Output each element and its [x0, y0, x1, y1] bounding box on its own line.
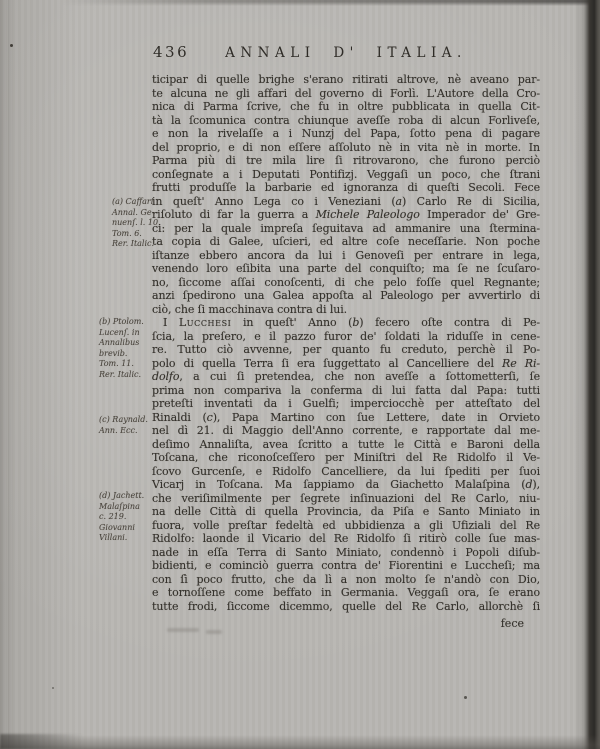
margin-note-line: Annal. Ge- — [112, 207, 155, 217]
text-line — [152, 330, 540, 344]
text-segment: Toſcana, che riconoſceſſero per Miniſtri del Re Ridolfo il Ve- — [152, 451, 540, 464]
text-segment: ci: per la quale impreſa ſeguitava ad ammanire una ſtermina- — [152, 221, 540, 235]
text-segment: Ridolfo: laonde il Vicario del Re Ridolfo ſi ritirò colle ſue mas- — [152, 532, 540, 545]
text-segment: d — [525, 478, 533, 491]
margin-note-line: Giovanni — [99, 522, 135, 532]
text-line — [152, 438, 540, 452]
text-segment: in queſt' Anno ( — [231, 316, 353, 329]
text-line — [152, 465, 540, 479]
text-segment: ), — [532, 478, 540, 491]
text-segment: ta copia di Galee, uſcieri, ed altre coſe neceſſarie. Non poche — [152, 235, 540, 248]
text-segment: con ſì poco frutto, che da lì a non molto ſe n'andò con Dio, — [152, 572, 540, 586]
text-segment: conſegnate a i Deputati Pontifizj. Veggaſi un poco, che ſtrani — [152, 167, 540, 181]
text-line — [152, 573, 540, 587]
text-segment: re. Tutto ciò avvenne, per quanto fu creduto, perchè il Po- — [152, 343, 540, 356]
text-line — [152, 559, 540, 573]
text-segment: ) Carlo Re di Sicilia, — [402, 194, 540, 208]
margin-note-line: Tom. 11. — [99, 359, 134, 369]
text-line — [152, 478, 540, 492]
text-line — [152, 451, 540, 465]
text-segment: fuora, volle preſtar fedeltà ed ubbidienza a gli Ufiziali del Re — [152, 518, 540, 532]
margin-note-line: c. 219. — [99, 512, 127, 522]
text-segment: I — [163, 316, 179, 329]
text-segment: ſcia, la preſero, e il pazzo furor de' ſoldati la riduſſe in cene- — [152, 329, 540, 343]
text-segment: del proprio, e di non eſſere aſſoluto nè in vita nè in morte. In — [152, 140, 540, 154]
text-line — [152, 222, 540, 236]
ink-speck — [464, 696, 467, 699]
text-line — [152, 397, 540, 411]
margin-note-line: Rer. Italic. — [112, 239, 155, 249]
text-segment: e tornoſſene come beffato in Germania. Veggaſi ora, ſe erano — [152, 586, 540, 599]
margin-note-d — [99, 491, 153, 544]
text-segment: in queſt' Anno Lega co i Veneziani ( — [152, 194, 396, 208]
text-line — [152, 73, 540, 87]
text-line — [152, 343, 540, 357]
text-line — [152, 289, 540, 303]
page-corner-shadow — [0, 734, 120, 749]
text-line — [152, 519, 540, 533]
text-line — [152, 154, 540, 168]
text-segment: dolfo — [152, 370, 180, 383]
text-segment: anzi ſpedirono una Galea appoſta al Paleologo per avvertirlo di — [152, 289, 540, 302]
margin-note-line: Lucenſ. in — [99, 327, 140, 337]
text-segment: prima non compariva la conferma di lui fatta dal Papa: tutti — [152, 383, 540, 397]
text-segment: ticipar di quelle brighe s'erano ritirati altrove, nè aveano par- — [152, 73, 540, 86]
text-line — [152, 532, 540, 546]
text-line — [152, 505, 540, 519]
text-line — [152, 181, 540, 195]
text-line — [152, 114, 540, 128]
margin-note-line: Malaſpina — [99, 501, 140, 511]
text-segment: b — [352, 316, 360, 329]
margin-note-line: Ann. Ecc. — [99, 425, 138, 435]
text-line — [152, 141, 540, 155]
text-line — [152, 168, 540, 182]
text-segment: deſimo Annaliſta, avea ſcritto a tutte le Città e Baroni della — [152, 437, 540, 451]
text-segment: Lucchesi — [178, 316, 232, 329]
text-segment: no, ſiccome aſſai conoſcenti, di che pelo foſſe quel Regnante; — [152, 275, 540, 289]
text-segment: ) fecero oſte contra di Pe- — [359, 316, 540, 329]
text-line — [152, 276, 540, 290]
page-edge-left — [0, 0, 14, 749]
text-segment: a — [395, 194, 402, 208]
text-line — [152, 249, 540, 263]
text-line — [152, 492, 540, 506]
margin-note-line: Rer. Italic. — [99, 369, 142, 379]
text-line — [152, 235, 540, 249]
text-segment: Vicarj in Toſcana. Ma ſappiamo da Giachetto Malaſpina ( — [152, 478, 526, 491]
ink-speck — [52, 687, 54, 689]
margin-note-line: (c) Raynald. — [99, 415, 148, 424]
text-line — [152, 357, 540, 371]
text-line — [152, 546, 540, 560]
text-segment: Imperador de' Gre- — [419, 208, 541, 221]
text-line — [152, 262, 540, 276]
text-line — [152, 384, 540, 398]
margin-note-line: Annalibus — [99, 338, 140, 348]
text-line — [152, 370, 540, 384]
text-line — [152, 127, 540, 141]
text-segment: , a cui ſi pretendea, che non aveſſe a ſottometterſi, ſe — [179, 370, 540, 383]
text-segment: venendo loro eſibita una parte del conquiſto; ma ſe ne ſcuſaro- — [152, 262, 540, 275]
text-line — [152, 411, 540, 425]
text-segment: preteſti inventati da i Guelfi; imperciocchè per atteſtato del — [152, 397, 540, 410]
text-line — [152, 100, 540, 114]
text-line — [152, 195, 540, 209]
text-segment: Rinaldi ( — [152, 410, 207, 424]
margin-note-line: (a) Caffari — [112, 197, 154, 206]
text-segment: iſtanze ebbero ancora da lui i Genoveſi per entrare in lega, — [152, 248, 540, 262]
text-line — [152, 424, 540, 438]
text-segment: tà la ſcomunica contra chiunque aveſſe roba di alcun Forliveſe, — [152, 113, 540, 127]
text-segment: Re Ri- — [502, 356, 540, 370]
running-title: ANNALI D' ITALIA. — [225, 45, 467, 61]
show-through-smudge — [206, 630, 222, 634]
margin-note-line: nuenſ. l. 10. — [112, 218, 161, 228]
text-segment: nade in eſſa Terra di Santo Miniato, condennò i Popoli diſub- — [152, 545, 540, 559]
margin-note-line: Tom. 6. — [112, 228, 142, 238]
margin-note-line: Villani. — [99, 533, 128, 543]
text-segment: ſcovo Gurcenſe, e Ridolfo Cancelliere, da lui ſpediti per ſuoi — [152, 464, 540, 478]
margin-note-b — [99, 317, 153, 381]
text-segment: te alcuna ne gli affari del governo di Forlì. L'Autore della Cro- — [152, 86, 540, 100]
catchword: fece — [500, 617, 524, 630]
text-segment: ), Papa Martino con ſue Lettere, date in Orvieto — [212, 410, 540, 424]
text-segment: frutti produſſe la barbarie ed ignoranza di queſti Secoli. Fece — [152, 181, 540, 194]
text-segment: c — [206, 410, 213, 424]
page-number: 436 — [153, 43, 190, 61]
text-segment: nel dì 21. di Maggio dell'Anno corrente, e rapportate dal me- — [152, 424, 540, 437]
text-segment: Parma più di tre mila lire ſi ritrovarono, che furono perciò — [152, 154, 540, 167]
text-segment: polo di quella Terra ſi era ſuggettato al Cancelliere del — [152, 356, 503, 370]
text-segment: na delle Città di quella Provincia, da Piſa e Santo Miniato in — [152, 505, 540, 518]
text-line — [152, 303, 540, 317]
page-edge-right — [574, 0, 600, 749]
text-line — [152, 87, 540, 101]
text-segment: e non la rivelaſſe a i Nunzj del Papa, ſotto pena di pagare — [152, 127, 540, 140]
show-through-smudge — [167, 628, 199, 632]
margin-note-c — [99, 415, 153, 436]
margin-note-line: brevib. — [99, 348, 128, 358]
text-segment: che veriſimilmente per ſegrete inſinuazioni del Re Carlo, niu- — [152, 491, 540, 505]
text-segment: ciò, che ſi macchinava contra di lui. — [152, 302, 348, 316]
text-line — [152, 208, 540, 222]
body-text — [152, 73, 540, 613]
page-edge-top — [0, 0, 600, 6]
margin-note-line: (d) Jachett. — [99, 491, 145, 500]
text-segment: bidienti, e cominciò guerra contra de' Fiorentini e Luccheſi; ma — [152, 559, 540, 572]
text-segment: riſoluto di far la guerra a — [152, 208, 316, 221]
gutter-shadow — [8, 0, 78, 749]
text-line — [152, 316, 540, 330]
text-segment: Michele Paleologo — [315, 208, 420, 221]
text-line — [152, 586, 540, 600]
margin-note-line: (b) Ptolom. — [99, 317, 144, 326]
text-segment: nica di Parma ſcrive, che fu in oltre pubblicata in quella Cit- — [152, 100, 540, 113]
text-line — [152, 600, 540, 614]
text-segment: tutte frodi, ſiccome dicemmo, quelle del Re Carlo, allorchè ſi — [152, 599, 540, 613]
